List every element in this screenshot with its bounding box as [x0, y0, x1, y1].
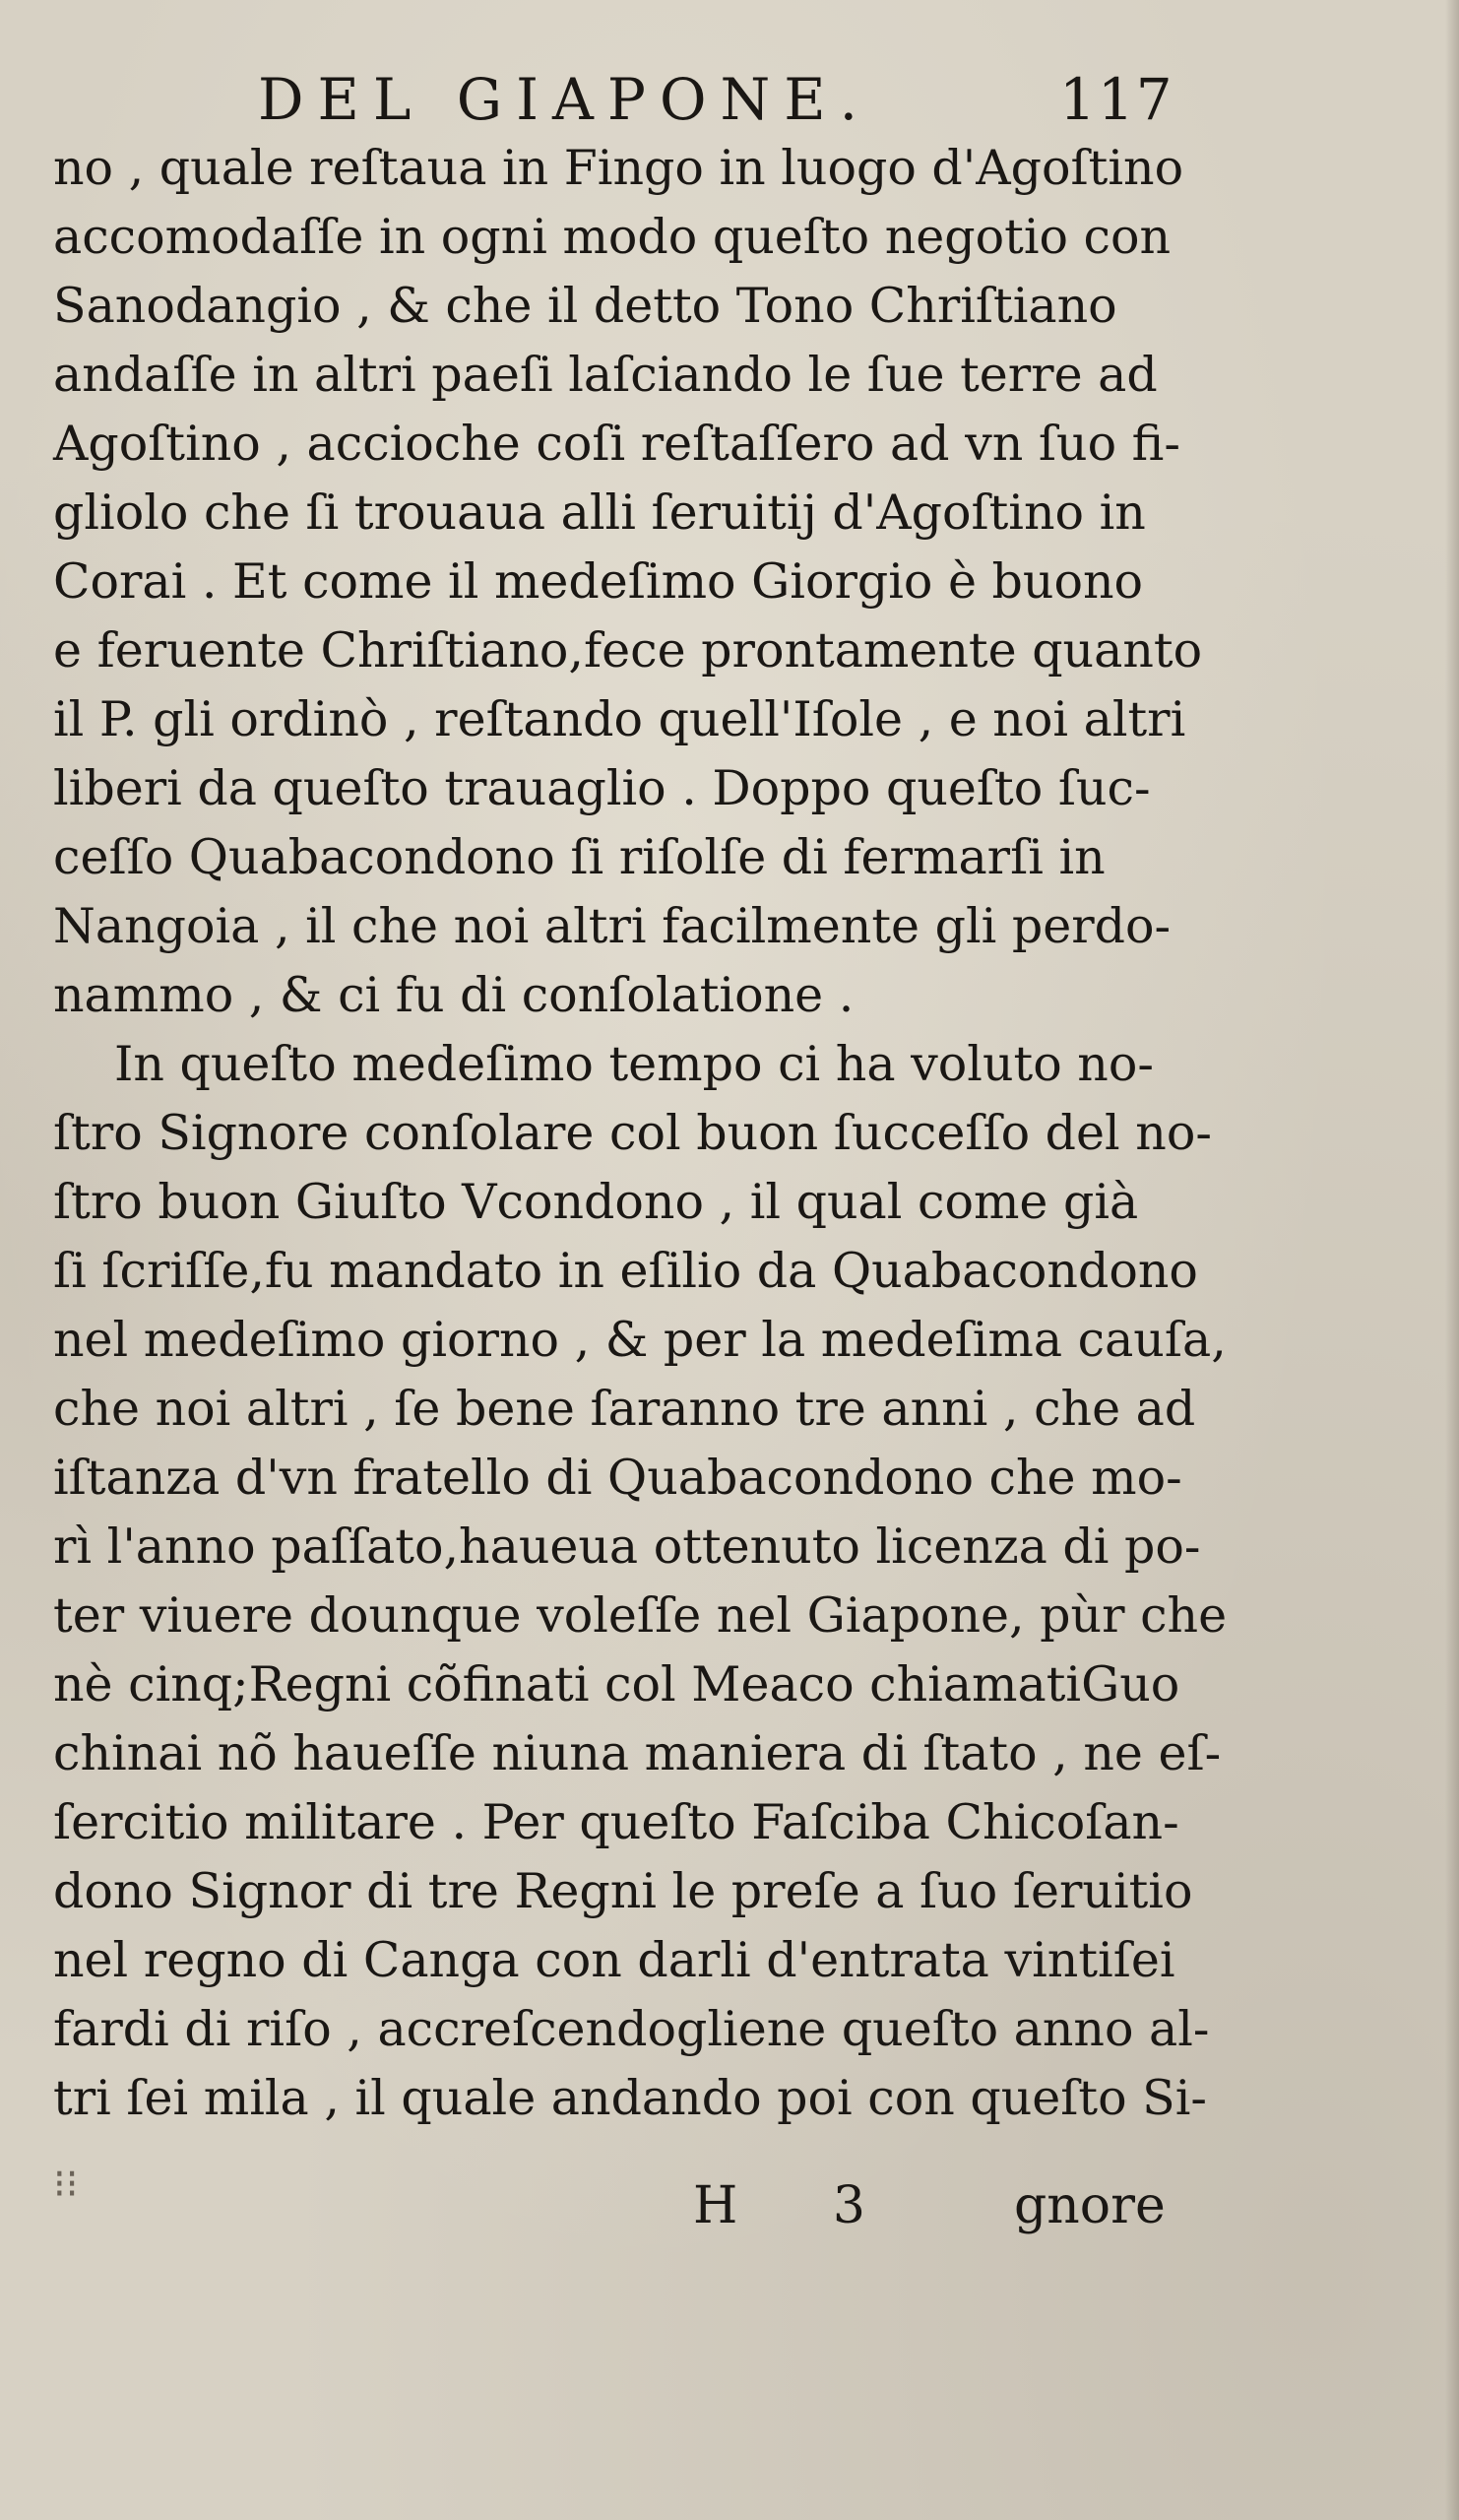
text-line: ſtro Signore conſolare col buon ſucceſſo del no- [53, 1105, 1212, 1161]
text-line: tri ſei mila , il quale andando poi con queſto Si- [53, 2070, 1207, 2126]
text-line: gliolo che ſi trouaua alli ſeruitij d'Agoſtino in [53, 485, 1146, 541]
page-edge-shadow [1445, 0, 1459, 2520]
page-footer [0, 2162, 1459, 2245]
text-line: Nangoia , il che noi altri facilmente gli perdo- [53, 898, 1172, 954]
text-line: iſtanza d'vn fratello di Quabacondono che mo- [53, 1450, 1182, 1506]
text-line: ſtro buon Giuſto Vcondono , il qual come già [53, 1174, 1139, 1230]
text-line: ceſſo Quabacondono ſi riſolſe di fermarſi in [53, 829, 1106, 885]
text-line: nammo , & ci fu di conſolatione . [53, 967, 855, 1023]
text-line: ter viuere dounque voleſſe nel Giapone, pùr che [53, 1587, 1228, 1644]
text-line: accomodaſſe in ogni modo queſto negotio con [53, 209, 1172, 265]
text-line: fardi di riſo , accreſcendogliene queſto anno al- [53, 2001, 1210, 2057]
body-text [53, 134, 1235, 2133]
text-line: chinai nõ haueſſe niuna maniera di ſtato , ne eſ- [53, 1725, 1222, 1781]
margin-smudge-mark: ⁝⁝ [53, 2162, 79, 2207]
text-line: il P. gli ordinò , reſtando quell'Iſole , e noi altri [53, 691, 1186, 747]
running-head: DEL GIAPONE. [258, 66, 872, 133]
text-line: ſi ſcriſſe,fu mandato in eſilio da Quabacondono [53, 1243, 1198, 1299]
text-line: no , quale reſtaua in Fingo in luogo d'Agoſtino [53, 140, 1184, 196]
text-line: Agoſtino , accioche coſi reſtaſſero ad vn ſuo fi- [53, 416, 1180, 472]
text-line: ſercitio militare . Per queſto Faſciba Chicoſan- [53, 1794, 1179, 1850]
text-line: dono Signor di tre Regni le preſe a ſuo ſeruitio [53, 1863, 1193, 1919]
signature-mark: H 3 [693, 2176, 905, 2235]
text-line: liberi da queſto trauaglio . Doppo queſto ſuc- [53, 760, 1151, 816]
page-header [0, 65, 1459, 134]
text-line: e feruente Chriſtiano,fece prontamente quanto [53, 622, 1203, 678]
text-line: che noi altri , ſe bene ſaranno tre anni , che ad [53, 1381, 1196, 1437]
text-line: Corai . Et come il medeſimo Giorgio è buono [53, 553, 1144, 610]
catchword: gnore [1014, 2176, 1166, 2235]
text-line: Sanodangio , & che il detto Tono Chriſtiano [53, 278, 1117, 334]
text-line: nè cinq;Regni cõfinati col Meaco chiamatiGuo [53, 1656, 1180, 1712]
text-line: nel medeſimo giorno , & per la medeſima cauſa, [53, 1312, 1227, 1368]
text-line: rì l'anno paſſato,haueua ottenuto licenza di po- [53, 1518, 1201, 1575]
page-number: 117 [1059, 66, 1174, 133]
text-line: andaſſe in altri paeſi laſciando le ſue terre ad [53, 347, 1158, 403]
text-line: In queſto medeſimo tempo ci ha voluto no- [114, 1036, 1154, 1092]
text-line: nel regno di Canga con darli d'entrata vintiſei [53, 1932, 1175, 1988]
